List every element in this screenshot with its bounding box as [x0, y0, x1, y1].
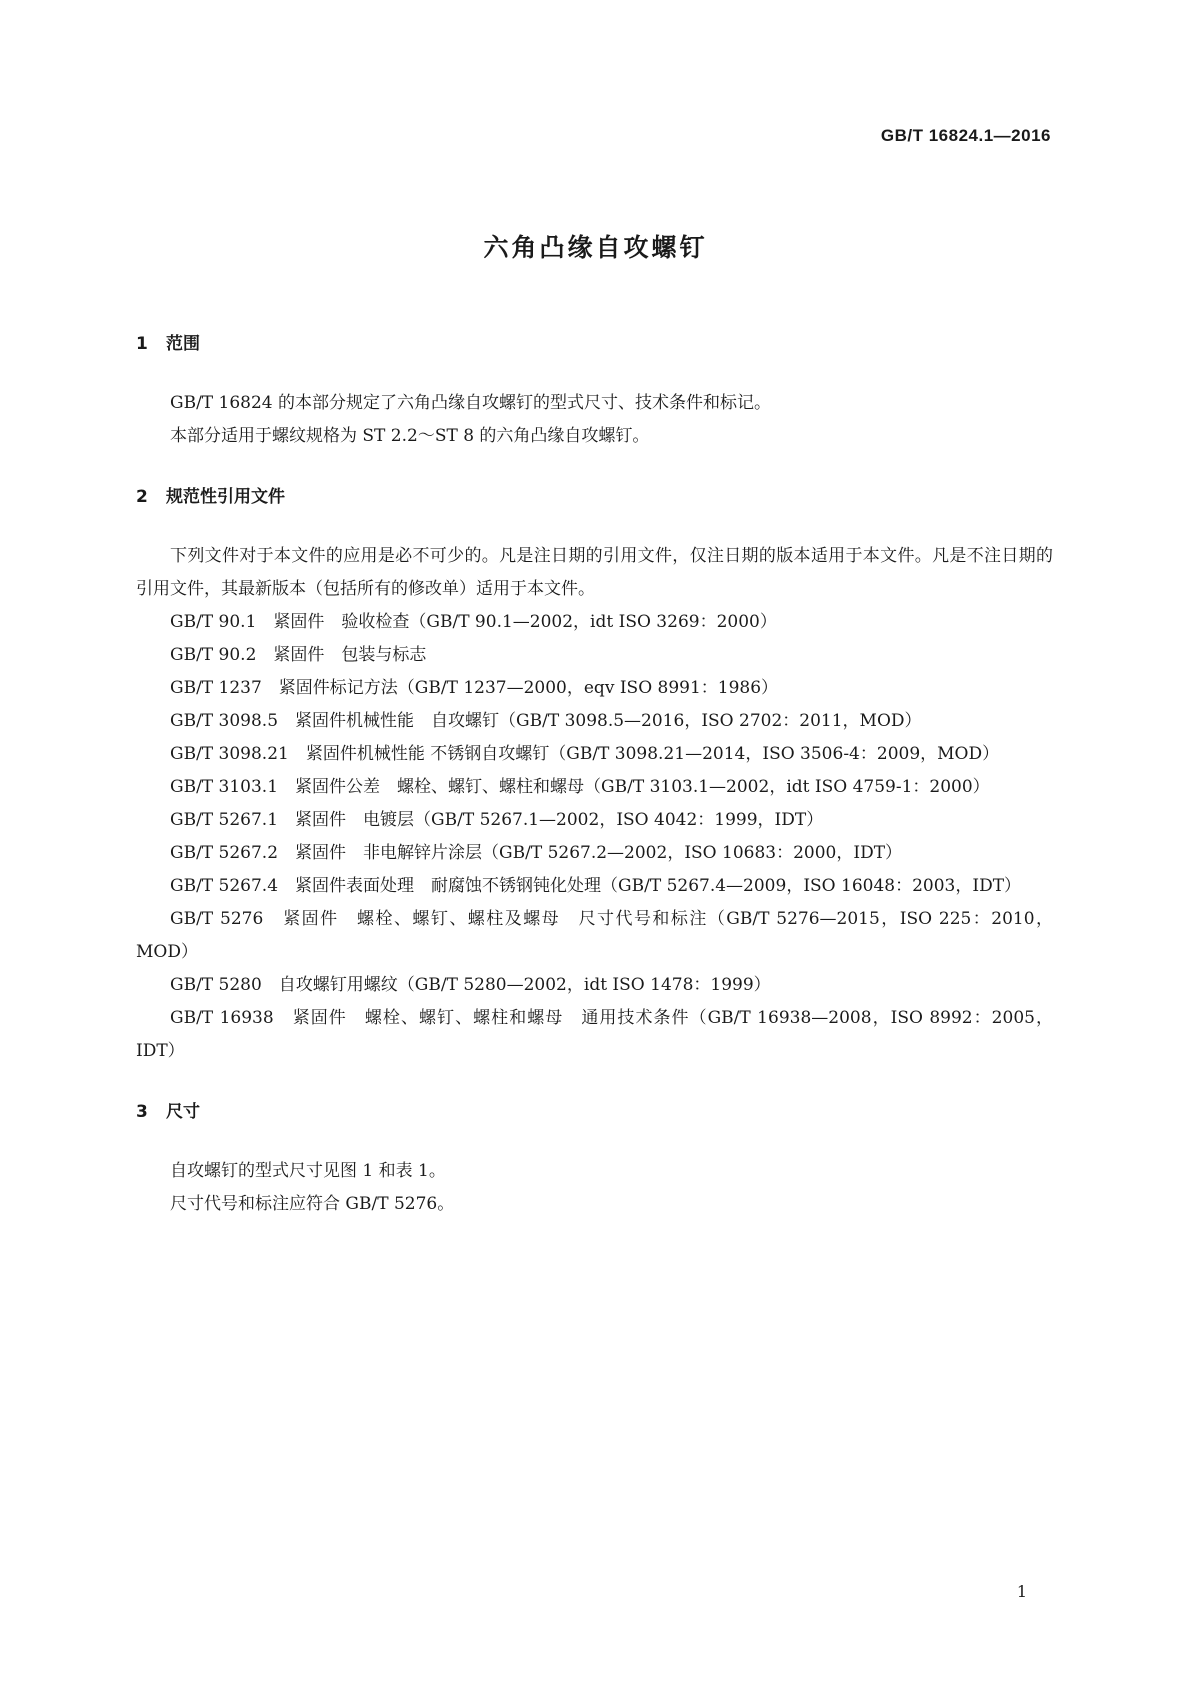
reference-item: GB/T 1237 紧固件标记方法（GB/T 1237—2000，eqv ISO 8991：1986） [170, 678, 779, 698]
section-number: 3 [136, 1102, 148, 1122]
paragraph: 自攻螺钉的型式尺寸见图 1 和表 1。 [170, 1161, 446, 1181]
paragraph: GB/T 16824 的本部分规定了六角凸缘自攻螺钉的型式尺寸、技术条件和标记。 [170, 393, 772, 413]
section-heading [136, 1096, 1053, 1129]
paragraph: 尺寸代号和标注应符合 GB/T 5276。 [170, 1194, 455, 1214]
section-heading [136, 481, 1053, 514]
reference-item: GB/T 5267.1 紧固件 电镀层（GB/T 5267.1—2002，ISO 4042：1999，IDT） [170, 810, 824, 830]
paragraph: 本部分适用于螺纹规格为 ST 2.2～ST 8 的六角凸缘自攻螺钉。 [170, 426, 650, 446]
reference-item: GB/T 3098.21 紧固件机械性能 不锈钢自攻螺钉（GB/T 3098.21—2014，ISO 3506-4：2009，MOD） [170, 744, 1000, 764]
reference-item: GB/T 5276 紧固件 螺栓、螺钉、螺柱及螺母 尺寸代号和标注（GB/T 5276—2015，ISO 225：2010，MOD） [136, 909, 1053, 962]
reference-item: GB/T 90.2 紧固件 包装与标志 [170, 645, 427, 665]
section-number: 2 [136, 487, 148, 507]
reference-item: GB/T 16938 紧固件 螺栓、螺钉、螺柱和螺母 通用技术条件（GB/T 16938—2008，ISO 8992：2005，IDT） [136, 1008, 1053, 1061]
section-scope [136, 328, 1053, 453]
reference-item: GB/T 5280 自攻螺钉用螺纹（GB/T 5280—2002，idt ISO 1478：1999） [170, 975, 771, 995]
section-heading [136, 328, 1053, 361]
section-dimensions [136, 1096, 1053, 1221]
document-title: 六角凸缘自攻螺钉 [483, 233, 708, 262]
reference-item: GB/T 3103.1 紧固件公差 螺栓、螺钉、螺柱和螺母（GB/T 3103.1—2002，idt ISO 4759-1：2000） [170, 777, 990, 797]
section-normative-references [136, 481, 1053, 1068]
reference-item: GB/T 5267.4 紧固件表面处理 耐腐蚀不锈钢钝化处理（GB/T 5267.4—2009，ISO 16048：2003，IDT） [170, 876, 1022, 896]
reference-item: GB/T 90.1 紧固件 验收检查（GB/T 90.1—2002，idt ISO 3269：2000） [170, 612, 777, 632]
page-number: 1 [1016, 1582, 1027, 1601]
document-body [136, 328, 1053, 1221]
section-number: 1 [136, 334, 148, 354]
paragraph: 下列文件对于本文件的应用是必不可少的。凡是注日期的引用文件，仅注日期的版本适用于本文件。凡是不注日期的引用文件，其最新版本（包括所有的修改单）适用于本文件。 [136, 546, 1053, 599]
section-title: 规范性引用文件 [166, 487, 285, 507]
reference-item: GB/T 5267.2 紧固件 非电解锌片涂层（GB/T 5267.2—2002，ISO 10683：2000，IDT） [170, 843, 903, 863]
section-title: 范围 [166, 334, 200, 354]
reference-item: GB/T 3098.5 紧固件机械性能 自攻螺钉（GB/T 3098.5—2016，ISO 2702：2011，MOD） [170, 711, 922, 731]
section-title: 尺寸 [166, 1102, 200, 1122]
standard-code: GB/T 16824.1—2016 [880, 126, 1051, 145]
